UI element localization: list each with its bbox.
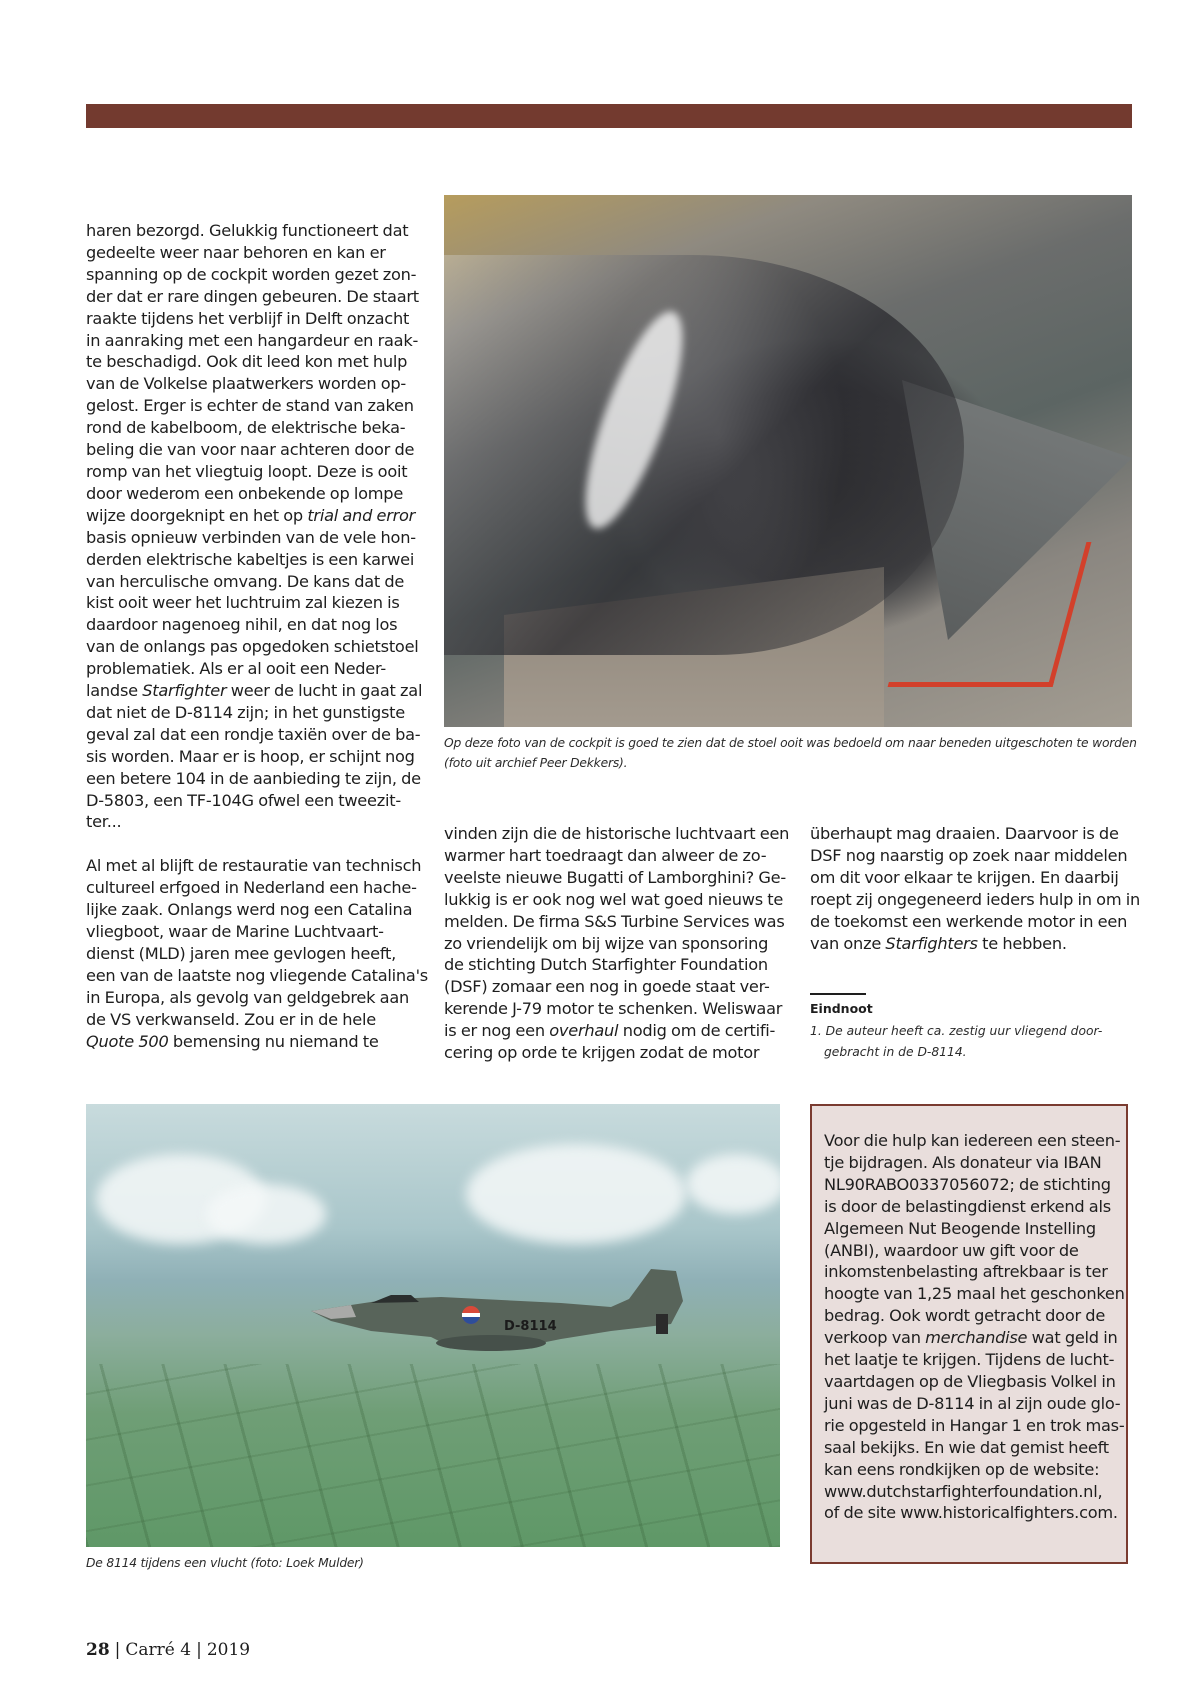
separator: | [114,1640,121,1660]
text-line: geval zal dat een rondje taxiën over de ba- [86,724,421,744]
text-line: een betere 104 in de aanbieding te zijn, de [86,768,421,788]
text-line: beling die van voor naar achteren door de [86,440,415,460]
text-line: juni was de D-8114 in al zijn oude glo- [824,1393,1121,1413]
text-line: warmer hart toedraagt dan alweer de zo- [444,845,767,865]
text-line [810,933,1150,955]
website-link[interactable]: of de site www.historicalfighters.com. [824,1503,1118,1523]
text-line: basis opnieuw verbinden van de vele hon- [86,527,416,547]
text-line: lukkig is er ook nog wel wat goed nieuws te [444,889,784,909]
emphasis-text: trial and error [307,505,416,525]
publication-year: 2019 [206,1640,251,1660]
text-line: tje bijdragen. Als donateur via IBAN [824,1152,1102,1172]
text-run: bemensing nu niemand te [168,1031,379,1051]
paragraph-2 [86,855,428,1052]
text-line: van de onlangs pas opgedoken schietstoel [86,637,419,657]
text-line: inkomstenbelasting aftrekbaar is ter [824,1262,1108,1282]
text-line [86,1031,421,1053]
text-line: (ANBI), waardoor uw gift voor de [824,1240,1079,1260]
text-line [824,1327,1126,1349]
endnote-item [810,1021,1130,1063]
text-run: wat geld in [1027,1328,1118,1348]
separator: | [196,1640,202,1660]
donation-info-box [810,1104,1128,1564]
text-line: van de Volkelse plaatwerkers worden op- [86,374,407,394]
text-line: rond de kabelboom, de elektrische beka- [86,418,406,438]
text-run: weer de lucht in gaat zal [226,681,423,701]
text-line: spanning op de cockpit worden gezet zon- [86,264,417,284]
text-line: veelste nieuwe Bugatti of Lamborghini? Ge- [444,867,786,887]
flight-photo [86,1104,780,1547]
left-column [86,220,428,1053]
text-line: zo vriendelijk om bij wijze van sponsoring [444,933,769,953]
text-line: is door de belastingdienst erkend als [824,1196,1111,1216]
iban-line: NL90RABO0337056072; de stichting [824,1174,1111,1194]
text-line: cering op orde te krijgen zodat de motor [444,1043,760,1063]
text-run: te hebben. [977,933,1067,953]
text-line: te beschadigd. Ook dit leed kon met hulp [86,352,408,372]
text-line: überhaupt mag draaien. Daarvoor is de [810,824,1119,843]
text-line: een van de laatste nog vliegende Catalina's [86,965,428,985]
cloud [206,1184,326,1244]
text-line: rie opgesteld in Hangar 1 en trok mas- [824,1415,1125,1435]
text-line: hoogte van 1,25 maal het geschonken [824,1284,1125,1304]
canopy [444,255,964,655]
endnote-divider [810,993,866,995]
text-line: saal bekijks. En wie dat gemist heeft [824,1437,1109,1457]
page-number: 28 [86,1640,110,1660]
publication-name: Carré 4 [125,1640,192,1660]
text-run: nodig om de certifi- [618,1021,776,1041]
text-line: Voor die hulp kan iedereen een steen- [824,1131,1121,1150]
text-line: bedrag. Ook wordt getracht door de [824,1306,1106,1326]
text-line: om dit voor elkaar te krijgen. En daarbij [810,867,1119,887]
text-line: romp van het vliegtuig loopt. Deze is ooit [86,461,408,481]
text-line: dienst (MLD) jaren mee gevlogen heeft, [86,944,396,963]
text-line: de stichting Dutch Starfighter Foundation [444,955,768,975]
emphasis-text: merchandise [925,1328,1028,1348]
text-run: van onze [810,933,886,953]
emphasis-text: overhaul [549,1021,619,1041]
emphasis-text: Starfighter [142,681,227,701]
text-line: gelost. Erger is echter de stand van zaken [86,396,414,416]
page-footer [86,1640,250,1660]
right-column [810,823,1150,954]
text-line: in Europa, als gevolg van geldgebrek aan [86,987,410,1007]
aircraft-marking: D-8114 [504,1319,557,1334]
text-line: (DSF) zomaar een nog in goede staat ver- [444,977,770,997]
text-line: haren bezorgd. Gelukkig functioneert dat [86,221,409,240]
jet-silhouette-icon [311,1269,691,1364]
text-line: vinden zijn die de historische luchtvaart een [444,824,790,843]
emphasis-text: Quote 500 [86,1031,169,1051]
text-line: dat niet de D-8114 zijn; in het gunstigste [86,702,405,722]
endnote-title: Eindnoot [810,1001,873,1016]
paragraph-1 [86,220,421,833]
text-line: vaartdagen op de Vliegbasis Volkel in [824,1371,1116,1391]
text-run: verkoop van [824,1328,926,1348]
text-line: de VS verkwanseld. Zou er in de hele [86,1009,376,1029]
middle-column [444,823,789,1064]
text-line: D-5803, een TF-104G ofwel een tweezit- [86,790,401,810]
text-line: gebracht in de D-8114. [824,1045,967,1059]
text-line: lijke zaak. Onlangs werd nog een Catalina [86,900,413,920]
text-line: daardoor nagenoeg nihil, en dat nog los [86,615,398,635]
text-line: roept zij ongegeneerd ieders hulp in om in [810,889,1141,909]
text-line: raakte tijdens het verblijf in Delft onzacht [86,308,410,328]
text-run: wijze doorgeknipt en het op [86,505,308,525]
website-link[interactable]: www.dutchstarfighterfoundation.nl, [824,1481,1103,1501]
text-line: gedeelte weer naar behoren en kan er [86,242,386,262]
starfighter-jet [311,1269,691,1364]
text-line: door wederom een onbekende op lompe [86,483,404,503]
paragraph [810,823,1150,954]
text-line: kerende J-79 motor te schenken. Weliswaar [444,999,783,1019]
text-line: ter... [86,812,122,832]
text-line: Algemeen Nut Beogende Instelling [824,1218,1096,1238]
farmland [86,1364,780,1547]
text-line: van herculische omvang. De kans dat de [86,571,405,591]
text-line: 1. De auteur heeft ca. zestig uur vliegend door- [810,1024,1103,1038]
emphasis-text: Starfighters [885,933,978,953]
cockpit-photo [444,195,1132,727]
text-line: problematiek. Als er al ooit een Neder- [86,659,386,679]
flight-photo-caption: De 8114 tijdens een vlucht (foto: Loek Mulder) [86,1556,364,1570]
text-line: Al met al blijft de restauratie van technisch [86,856,422,876]
cloud [466,1144,686,1244]
cloud [686,1154,780,1214]
paragraph [444,823,789,1064]
text-line: sis worden. Maar er is hoop, er schijnt nog [86,746,415,766]
text-run: landse [86,681,143,701]
text-line: in aanraking met een hangardeur en raak- [86,330,419,350]
text-line [444,1020,789,1042]
text-line: kist ooit weer het luchtruim zal kiezen is [86,593,400,613]
header-bar [86,104,1132,128]
text-line: het laatje te krijgen. Tijdens de lucht- [824,1350,1115,1370]
text-line: vliegboot, waar de Marine Luchtvaart- [86,922,384,942]
text-line: melden. De firma S&S Turbine Services was [444,911,785,931]
text-line [86,680,421,702]
text-line: cultureel erfgoed in Nederland een hache- [86,878,417,898]
text-line: der dat er rare dingen gebeuren. De staart [86,286,419,306]
text-line: derden elektrische kabeltjes is een karwei [86,549,415,569]
text-run: is er nog een [444,1021,550,1041]
cockpit-photo-caption: Op deze foto van de cockpit is goed te zien dat de stoel ooit was bedoeld om naar beneden uitgeschoten te worden (foto uit archief Peer Dekkers). [444,736,1137,770]
text-line [86,505,421,527]
text-line: DSF nog naarstig op zoek naar middelen [810,845,1128,865]
text-line: kan eens rondkijken op de website: [824,1459,1100,1479]
text-line: de toekomst een werkende motor in een [810,911,1128,931]
